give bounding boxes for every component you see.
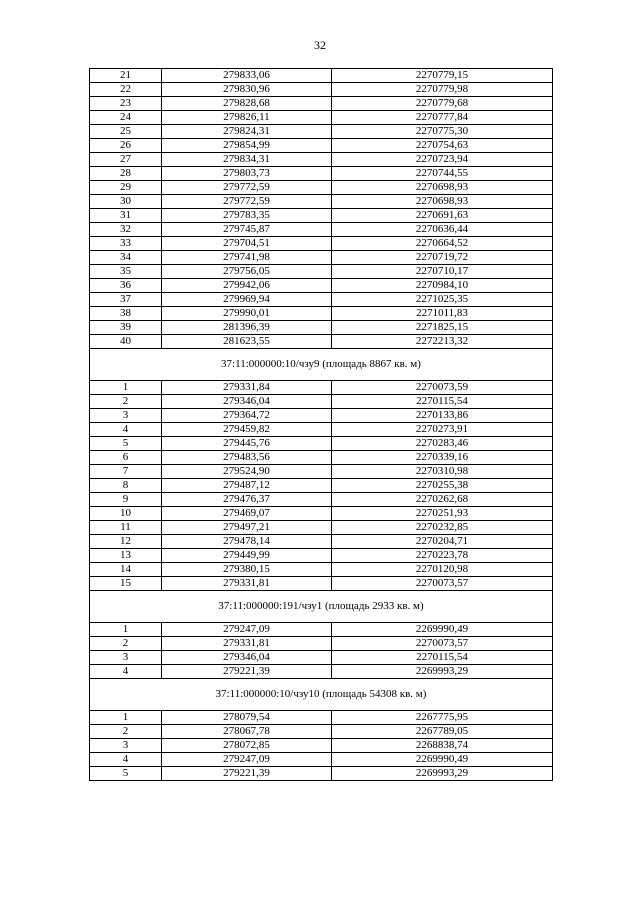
point-number-cell: 15: [90, 577, 162, 591]
y-coordinate-cell: 2270115,54: [332, 395, 553, 409]
point-number-cell: 39: [90, 321, 162, 335]
x-coordinate-cell: 279834,31: [162, 153, 332, 167]
y-coordinate-cell: 2270223,78: [332, 549, 553, 563]
y-coordinate-cell: 2270073,59: [332, 381, 553, 395]
table-row: [90, 69, 553, 83]
y-coordinate-cell: 2270719,72: [332, 251, 553, 265]
section-header-row: [90, 679, 553, 711]
table-row: [90, 753, 553, 767]
table-row: [90, 437, 553, 451]
y-coordinate-cell: 2270204,71: [332, 535, 553, 549]
x-coordinate-cell: 279745,87: [162, 223, 332, 237]
section-title: 37:11:000000:10/чзу9 (площадь 8867 кв. м): [90, 349, 553, 381]
point-number-cell: 32: [90, 223, 162, 237]
point-number-cell: 34: [90, 251, 162, 265]
point-number-cell: 30: [90, 195, 162, 209]
x-coordinate-cell: 279487,12: [162, 479, 332, 493]
y-coordinate-cell: 2271011,83: [332, 307, 553, 321]
section-header-row: [90, 591, 553, 623]
x-coordinate-cell: 279364,72: [162, 409, 332, 423]
table-row: [90, 111, 553, 125]
table-row: [90, 665, 553, 679]
x-coordinate-cell: 279469,07: [162, 507, 332, 521]
y-coordinate-cell: 2270310,98: [332, 465, 553, 479]
y-coordinate-cell: 2270698,93: [332, 195, 553, 209]
x-coordinate-cell: 279772,59: [162, 195, 332, 209]
table-row: [90, 409, 553, 423]
y-coordinate-cell: 2270710,17: [332, 265, 553, 279]
table-row: [90, 637, 553, 651]
point-number-cell: 3: [90, 739, 162, 753]
point-number-cell: 29: [90, 181, 162, 195]
table-row: [90, 711, 553, 725]
table-row: [90, 125, 553, 139]
x-coordinate-cell: 279704,51: [162, 237, 332, 251]
point-number-cell: 8: [90, 479, 162, 493]
point-number-cell: 37: [90, 293, 162, 307]
point-number-cell: 2: [90, 725, 162, 739]
table-row: [90, 725, 553, 739]
coordinates-table: [89, 68, 553, 781]
x-coordinate-cell: 279772,59: [162, 181, 332, 195]
x-coordinate-cell: 278067,78: [162, 725, 332, 739]
section-title: 37:11:000000:10/чзу10 (площадь 54308 кв. м): [90, 679, 553, 711]
table-row: [90, 395, 553, 409]
table-row: [90, 451, 553, 465]
point-number-cell: 1: [90, 711, 162, 725]
x-coordinate-cell: 279331,81: [162, 577, 332, 591]
table-row: [90, 423, 553, 437]
y-coordinate-cell: 2270984,10: [332, 279, 553, 293]
y-coordinate-cell: 2271825,15: [332, 321, 553, 335]
point-number-cell: 14: [90, 563, 162, 577]
table-row: [90, 279, 553, 293]
point-number-cell: 5: [90, 437, 162, 451]
x-coordinate-cell: 279247,09: [162, 623, 332, 637]
y-coordinate-cell: 2271025,35: [332, 293, 553, 307]
y-coordinate-cell: 2270775,30: [332, 125, 553, 139]
table-row: [90, 563, 553, 577]
point-number-cell: 13: [90, 549, 162, 563]
point-number-cell: 36: [90, 279, 162, 293]
point-number-cell: 2: [90, 395, 162, 409]
table-row: [90, 307, 553, 321]
point-number-cell: 4: [90, 753, 162, 767]
y-coordinate-cell: 2270691,63: [332, 209, 553, 223]
y-coordinate-cell: 2270262,68: [332, 493, 553, 507]
y-coordinate-cell: 2270073,57: [332, 637, 553, 651]
point-number-cell: 4: [90, 423, 162, 437]
table-row: [90, 651, 553, 665]
point-number-cell: 11: [90, 521, 162, 535]
y-coordinate-cell: 2270754,63: [332, 139, 553, 153]
section-header-row: [90, 349, 553, 381]
x-coordinate-cell: 279803,73: [162, 167, 332, 181]
point-number-cell: 2: [90, 637, 162, 651]
x-coordinate-cell: 279942,06: [162, 279, 332, 293]
point-number-cell: 1: [90, 381, 162, 395]
point-number-cell: 21: [90, 69, 162, 83]
x-coordinate-cell: 279476,37: [162, 493, 332, 507]
table-row: [90, 139, 553, 153]
y-coordinate-cell: 2267775,95: [332, 711, 553, 725]
x-coordinate-cell: 279478,14: [162, 535, 332, 549]
point-number-cell: 10: [90, 507, 162, 521]
table-row: [90, 767, 553, 781]
point-number-cell: 23: [90, 97, 162, 111]
table-row: [90, 739, 553, 753]
point-number-cell: 6: [90, 451, 162, 465]
y-coordinate-cell: 2270255,38: [332, 479, 553, 493]
y-coordinate-cell: 2270115,54: [332, 651, 553, 665]
y-coordinate-cell: 2270339,16: [332, 451, 553, 465]
table-row: [90, 623, 553, 637]
point-number-cell: 22: [90, 83, 162, 97]
table-row: [90, 535, 553, 549]
x-coordinate-cell: 279331,81: [162, 637, 332, 651]
table-row: [90, 209, 553, 223]
x-coordinate-cell: 279221,39: [162, 767, 332, 781]
point-number-cell: 25: [90, 125, 162, 139]
y-coordinate-cell: 2269990,49: [332, 623, 553, 637]
table-row: [90, 577, 553, 591]
point-number-cell: 33: [90, 237, 162, 251]
y-coordinate-cell: 2269990,49: [332, 753, 553, 767]
x-coordinate-cell: 279969,94: [162, 293, 332, 307]
table-row: [90, 465, 553, 479]
y-coordinate-cell: 2270723,94: [332, 153, 553, 167]
point-number-cell: 26: [90, 139, 162, 153]
x-coordinate-cell: 279445,76: [162, 437, 332, 451]
x-coordinate-cell: 279449,99: [162, 549, 332, 563]
y-coordinate-cell: 2270779,98: [332, 83, 553, 97]
table-row: [90, 167, 553, 181]
table-row: [90, 493, 553, 507]
point-number-cell: 4: [90, 665, 162, 679]
y-coordinate-cell: 2270777,84: [332, 111, 553, 125]
y-coordinate-cell: 2269993,29: [332, 665, 553, 679]
y-coordinate-cell: 2270120,98: [332, 563, 553, 577]
x-coordinate-cell: 279826,11: [162, 111, 332, 125]
point-number-cell: 1: [90, 623, 162, 637]
y-coordinate-cell: 2270664,52: [332, 237, 553, 251]
table-row: [90, 97, 553, 111]
y-coordinate-cell: 2267789,05: [332, 725, 553, 739]
table-row: [90, 321, 553, 335]
table-row: [90, 293, 553, 307]
x-coordinate-cell: 279990,01: [162, 307, 332, 321]
x-coordinate-cell: 279854,99: [162, 139, 332, 153]
y-coordinate-cell: 2270133,86: [332, 409, 553, 423]
x-coordinate-cell: 279828,68: [162, 97, 332, 111]
point-number-cell: 3: [90, 409, 162, 423]
point-number-cell: 35: [90, 265, 162, 279]
x-coordinate-cell: 278079,54: [162, 711, 332, 725]
table-row: [90, 549, 553, 563]
x-coordinate-cell: 279830,96: [162, 83, 332, 97]
y-coordinate-cell: 2270273,91: [332, 423, 553, 437]
point-number-cell: 3: [90, 651, 162, 665]
x-coordinate-cell: 279497,21: [162, 521, 332, 535]
x-coordinate-cell: 281623,55: [162, 335, 332, 349]
table-row: [90, 251, 553, 265]
point-number-cell: 28: [90, 167, 162, 181]
table-row: [90, 83, 553, 97]
y-coordinate-cell: 2269993,29: [332, 767, 553, 781]
x-coordinate-cell: 278072,85: [162, 739, 332, 753]
x-coordinate-cell: 279247,09: [162, 753, 332, 767]
x-coordinate-cell: 281396,39: [162, 321, 332, 335]
table-row: [90, 335, 553, 349]
y-coordinate-cell: 2270779,68: [332, 97, 553, 111]
x-coordinate-cell: 279783,35: [162, 209, 332, 223]
page-number: 32: [314, 38, 326, 52]
table-row: [90, 237, 553, 251]
x-coordinate-cell: 279483,56: [162, 451, 332, 465]
x-coordinate-cell: 279833,06: [162, 69, 332, 83]
y-coordinate-cell: 2270232,85: [332, 521, 553, 535]
table-row: [90, 153, 553, 167]
point-number-cell: 40: [90, 335, 162, 349]
y-coordinate-cell: 2270744,55: [332, 167, 553, 181]
x-coordinate-cell: 279346,04: [162, 395, 332, 409]
point-number-cell: 9: [90, 493, 162, 507]
table-row: [90, 521, 553, 535]
coordinates-table-body: [90, 69, 553, 781]
point-number-cell: 27: [90, 153, 162, 167]
y-coordinate-cell: 2268838,74: [332, 739, 553, 753]
point-number-cell: 38: [90, 307, 162, 321]
section-title: 37:11:000000:191/чзу1 (площадь 2933 кв. м): [90, 591, 553, 623]
x-coordinate-cell: 279459,82: [162, 423, 332, 437]
y-coordinate-cell: 2270283,46: [332, 437, 553, 451]
table-row: [90, 265, 553, 279]
table-row: [90, 195, 553, 209]
table-row: [90, 181, 553, 195]
y-coordinate-cell: 2270636,44: [332, 223, 553, 237]
x-coordinate-cell: 279221,39: [162, 665, 332, 679]
point-number-cell: 12: [90, 535, 162, 549]
table-row: [90, 381, 553, 395]
x-coordinate-cell: 279756,05: [162, 265, 332, 279]
y-coordinate-cell: 2270698,93: [332, 181, 553, 195]
table-row: [90, 507, 553, 521]
x-coordinate-cell: 279331,84: [162, 381, 332, 395]
y-coordinate-cell: 2270073,57: [332, 577, 553, 591]
x-coordinate-cell: 279741,98: [162, 251, 332, 265]
table-row: [90, 223, 553, 237]
point-number-cell: 24: [90, 111, 162, 125]
x-coordinate-cell: 279346,04: [162, 651, 332, 665]
x-coordinate-cell: 279524,90: [162, 465, 332, 479]
point-number-cell: 5: [90, 767, 162, 781]
point-number-cell: 31: [90, 209, 162, 223]
table-row: [90, 479, 553, 493]
y-coordinate-cell: 2272213,32: [332, 335, 553, 349]
y-coordinate-cell: 2270779,15: [332, 69, 553, 83]
point-number-cell: 7: [90, 465, 162, 479]
x-coordinate-cell: 279824,31: [162, 125, 332, 139]
x-coordinate-cell: 279380,15: [162, 563, 332, 577]
y-coordinate-cell: 2270251,93: [332, 507, 553, 521]
